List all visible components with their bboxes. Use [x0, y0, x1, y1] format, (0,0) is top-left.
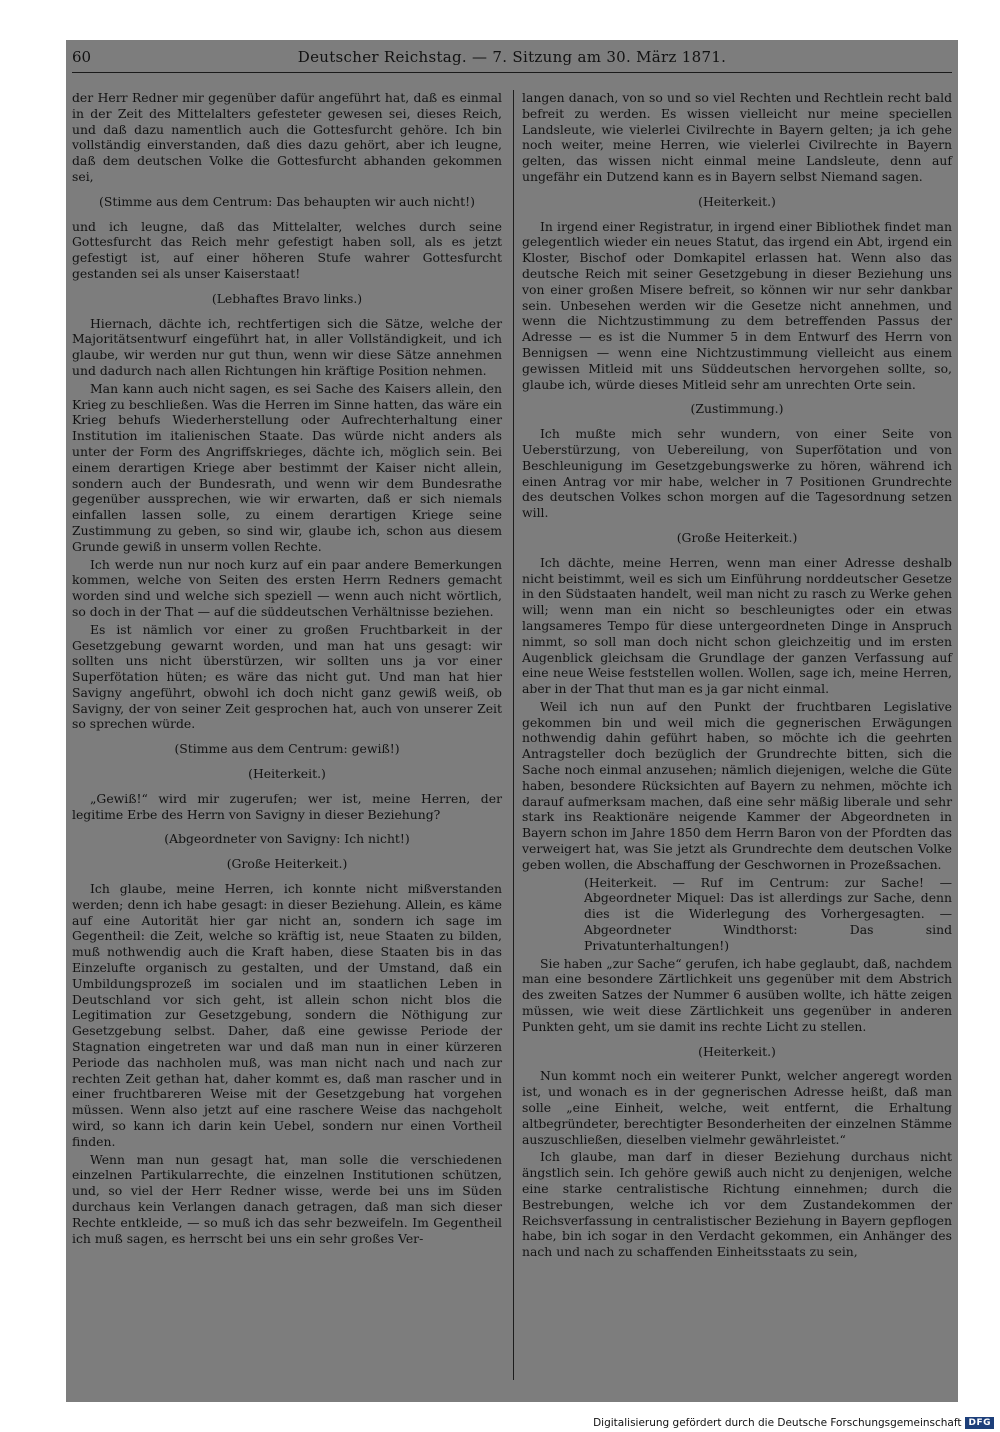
digitization-credit [593, 1415, 994, 1431]
left-column [72, 90, 502, 1248]
interjection: (Große Heiterkeit.) [676, 529, 798, 545]
running-title: Deutscher Reichstag. — 7. Sitzung am 30. März 1871. [297, 48, 727, 66]
paragraph: Ich werde nun nur noch kurz auf ein paar andere Bemerkungen kommen, welche von Seiten des ersten Herrn Redners gemacht worden sind und welche sich speziell — wenn auch nicht wörtlich, so doch in der That — auf die süddeutschen Verhältnisse beziehen. [72, 556, 502, 619]
right-column [522, 90, 952, 1262]
paragraph: Ich glaube, man darf in dieser Beziehung durchaus nicht ängstlich sein. Ich gehöre gewiß auch nicht zu denjenigen, welche eine starke centralistische Richtung einnehmen; durch die Bestrebungen, welche ich vor dem Zustandekommen der Reichsverfassung in centralistischer Beziehung in Bayern gepflogen habe, bin ich sogar in den Verdacht gekommen, ein Anhänger des nach und nach zu schaffenden Einheitsstaats zu sein, [522, 1149, 952, 1260]
paragraph-continuation: und ich leugne, daß das Mittelalter, welches durch seine Gottesfurcht das Reich mehr gefestigt haben soll, als es jetzt gefestigt ist, auf einer höheren Stufe wahrer Gottesfurcht gestanden sei als unser Kaiserstaat! [72, 218, 502, 281]
interjection: (Heiterkeit.) [698, 1043, 776, 1059]
column-divider [513, 90, 514, 1380]
paragraph: Nun kommt noch ein weiterer Punkt, welcher angeregt worden ist, und wonach es in der gegnerischen Adresse heißt, daß man solle „eine Einheit, welche, weit entfernt, die Erhaltung altbegründeter, berechtigter Besonderheiten der einzelnen Stämme auszuschließen, dieselben vielmehr gewährleistet.“ [522, 1068, 952, 1147]
interjection-block: (Heiterkeit. — Ruf im Centrum: zur Sache! — Abgeordneter Miquel: Das ist allerdings zur Sache, denn dies ist die Widerlegung des Vorhergesagten. — Abgeordneter Windthorst: Das sind Privatunterhaltungen!) [584, 874, 952, 953]
interjection: (Abgeordneter von Savigny: Ich nicht!) [164, 831, 410, 847]
paragraph-continuation: der Herr Redner mir gegenüber dafür angeführt hat, daß es einmal in der Zeit des Mittelalters gefesteter gewesen sei, dieses Reich, und daß dazu namentlich auch die Gottesfurcht gehöre. Ich bin vollständig einverstanden, daß dies dazu gehört, aber ich leugne, daß dem deutschen Volke die Gottesfurcht abhanden gekommen sei, [72, 90, 502, 184]
paragraph: „Gewiß!“ wird mir zugerufen; wer ist, meine Herren, der legitime Erbe des Herrn von Savigny in dieser Beziehung? [72, 790, 502, 822]
page-header [72, 48, 952, 73]
newspaper-page [66, 40, 958, 1402]
paragraph: Hiernach, dächte ich, rechtfertigen sich die Sätze, welche der Majoritätsentwurf eingeführt hat, in aller Vollständigkeit, und ich glaube, wir werden nur gut thun, wenn wir diese Sätze annehmen und dadurch nach allen Richtungen hin kräftige Position nehmen. [72, 315, 502, 378]
interjection: (Zustimmung.) [690, 401, 784, 417]
credit-text: Digitalisierung gefördert durch die Deutsche Forschungsgemeinschaft [593, 1417, 962, 1429]
interjection: (Große Heiterkeit.) [226, 856, 348, 872]
interjection: (Heiterkeit.) [698, 193, 776, 209]
paragraph: Es ist nämlich vor einer zu großen Fruchtbarkeit in der Gesetzgebung gewarnt worden, und man hat uns gesagt: wir sollten uns nicht überstürzen, wir sollten uns ja vor einer Superfötation hüten; es wäre das nicht gut. Und man hat hier Savigny angeführt, obwohl ich doch nicht ganz gewiß weiß, ob Savigny, der von seiner Zeit gesprochen hat, auch von unserer Zeit so sprechen würde. [72, 621, 502, 732]
paragraph: Sie haben „zur Sache“ gerufen, ich habe geglaubt, daß, nachdem man eine besondere Zärtlichkeit uns gegenüber mit dem Abstrich des zweiten Satzes der Nummer 6 ausüben wollte, ich hätte zeigen müssen, wie weit diese Zärtlichkeit uns gegenüber in anderen Punkten geht, um sie damit ins rechte Licht zu stellen. [522, 955, 952, 1034]
interjection: (Stimme aus dem Centrum: Das behaupten wir auch nicht!) [99, 193, 475, 209]
paragraph: In irgend einer Registratur, in irgend einer Bibliothek findet man gelegentlich wieder ein neues Statut, das irgend ein Abt, irgend ein Kloster, Bischof oder Domkapitel erlassen hat. Wenn also das deutsche Reich mit seiner Gesetzgebung in dieser Beziehung uns von einer großen Misere befreit, so können wir nur sehr dankbar sein. Unbesehen werden wir die Gesetze nicht annehmen, und wenn die Nichtzustimmung zu dem betreffenden Passus der Adresse — es ist die Nummer 5 in dem Entwurf des Herrn von Bennigsen — wenn eine Nichtzustimmung vielleicht aus einem gewissen Mitleid mit uns Süddeutschen hervorgehen sollte, so, glaube ich, würde dieses Mitleid sehr am unrechten Orte sein. [522, 218, 952, 392]
interjection: (Lebhaftes Bravo links.) [211, 290, 363, 306]
interjection: (Stimme aus dem Centrum: gewiß!) [174, 741, 400, 757]
interjection: (Heiterkeit.) [248, 766, 326, 782]
paragraph: Wenn man nun gesagt hat, man solle die verschiedenen einzelnen Partikularrechte, die einzelnen Institutionen schützen, und, so viel der Herr Redner wisse, werde bei uns im Süden durchaus kein Verlangen danach getragen, daß man sich dieser Rechte entkleide, — so muß ich das sehr bezweifeln. Im Gegentheil ich muß sagen, es herrscht bei uns ein sehr großes Ver- [72, 1151, 502, 1246]
page-number: 60 [72, 48, 92, 66]
paragraph: Man kann auch nicht sagen, es sei Sache des Kaisers allein, den Krieg zu beschließen. Was die Herren im Sinne hatten, das wäre ein Krieg behufs Wiederherstellung oder Aufrechterhaltung einer Institution im italienischen Staate. Das würde nicht anders als unter der Form des Angriffskrieges, dächte ich, möglich sein. Bei einem derartigen Kriege aber bestimmt der Kaiser nicht allein, sondern auch der Bundesrath, und wenn wir dem Bundesrathe gegenüber aussprechen, wie wir erwarten, daß er sich niemals einfallen lassen solle, zu einem derartigen Kriege seine Zustimmung zu geben, so sind wir, glaube ich, schon aus diesem Grunde gewiß in unserm vollen Rechte. [72, 380, 502, 554]
dfg-logo: DFG [965, 1417, 994, 1429]
paragraph-continuation: langen danach, von so und so viel Rechten und Rechtlein recht bald befreit zu werden. Es wissen vielleicht nur meine speciellen Landsleute, wie vielerlei Civilrechte in Bayern gelten; ja ich gehe noch weiter, meine Herren, wie vielerlei Civilrechte in Bayern gelten, das wissen nicht einmal meine Landsleute, denn auf ungefähr ein Dutzend kann es in Bayern selbst Niemand sagen. [522, 90, 952, 184]
paragraph: Ich glaube, meine Herren, ich konnte nicht mißverstanden werden; denn ich habe gesagt: in dieser Beziehung. Allein, es käme auf eine Autorität hier gar nicht an, sondern ich sage im Gegentheil: die Zeit, welche so kräftig ist, neue Staaten zu bilden, muß nothwendig auch die Kraft haben, diese Staaten bis in das Einzelufte organisch zu gestalten, und der Umstand, daß ein Umbildungsprozeß im socialen und im staatlichen Leben in Deutschland vor sich geht, ist allein schon nicht blos die Legitimation zur Gesetzgebung, sondern die Nöthigung zur Gesetzgebung selbst. Daher, daß eine gewisse Periode der Stagnation eingetreten war und daß man nun in einer kürzeren Periode das nachholen muß, was man nicht nach und nach zur rechten Zeit gethan hat, daher kommt es, daß man rascher und in einer fruchtbareren Weise mit der Gesetzgebung hat vorgehen müssen. Wenn also jetzt auf eine raschere Weise das nachgeholt wird, so kann ich darin kein Uebel, sondern nur einen Vortheil finden. [72, 881, 502, 1149]
paragraph: Weil ich nun auf den Punkt der fruchtbaren Legislative gekommen bin und weil mich die gegnerischen Erwägungen nothwendig dahin geführt haben, so möchte ich die geehrten Antragsteller doch bezüglich der Grundrechte bitten, sich die Sache noch einmal anzusehen; nämlich diejenigen, welche die Güte haben, besondere Rücksichten auf Bayern zu nehmen, möchte ich darauf aufmerksam machen, daß eine sehr mäßig liberale und sehr stark ins Reaktionäre neigende Kammer der Abgeordneten in Bayern schon im Jahre 1850 dem Herrn Baron von der Pfordten das verweigert hat, was Sie jetzt als Grundrechte dem deutschen Volke geben wollen, die Abschaffung der Geschwornen in Prozeßsachen. [522, 698, 952, 872]
paragraph: Ich dächte, meine Herren, wenn man einer Adresse deshalb nicht beistimmt, weil es sich um Einführung norddeutscher Gesetze in den Südstaaten handelt, weil man nicht zu rasch zu Werke gehen will; wenn man ein nicht so beschleunigtes oder ein etwas langsameres Tempo für diese untergeordneten Dinge in Anspruch nimmt, so soll man doch nicht schon gleichzeitig und im ersten Augenblick gleichsam die Grundlage der ganzen Verfassung auf eine neue Weise feststellen wollen. Wollen, sage ich, meine Herren, aber in der That thut man es ja gar nicht einmal. [522, 554, 952, 697]
paragraph: Ich mußte mich sehr wundern, von einer Seite von Ueberstürzung, von Uebereilung, von Superfötation und von Beschleunigung im Gesetzgebungswerke zu hören, während ich einen Antrag vor mir habe, welcher in 7 Positionen Grundrechte des deutschen Volkes schon morgen auf die Tagesordnung setzen will. [522, 426, 952, 521]
